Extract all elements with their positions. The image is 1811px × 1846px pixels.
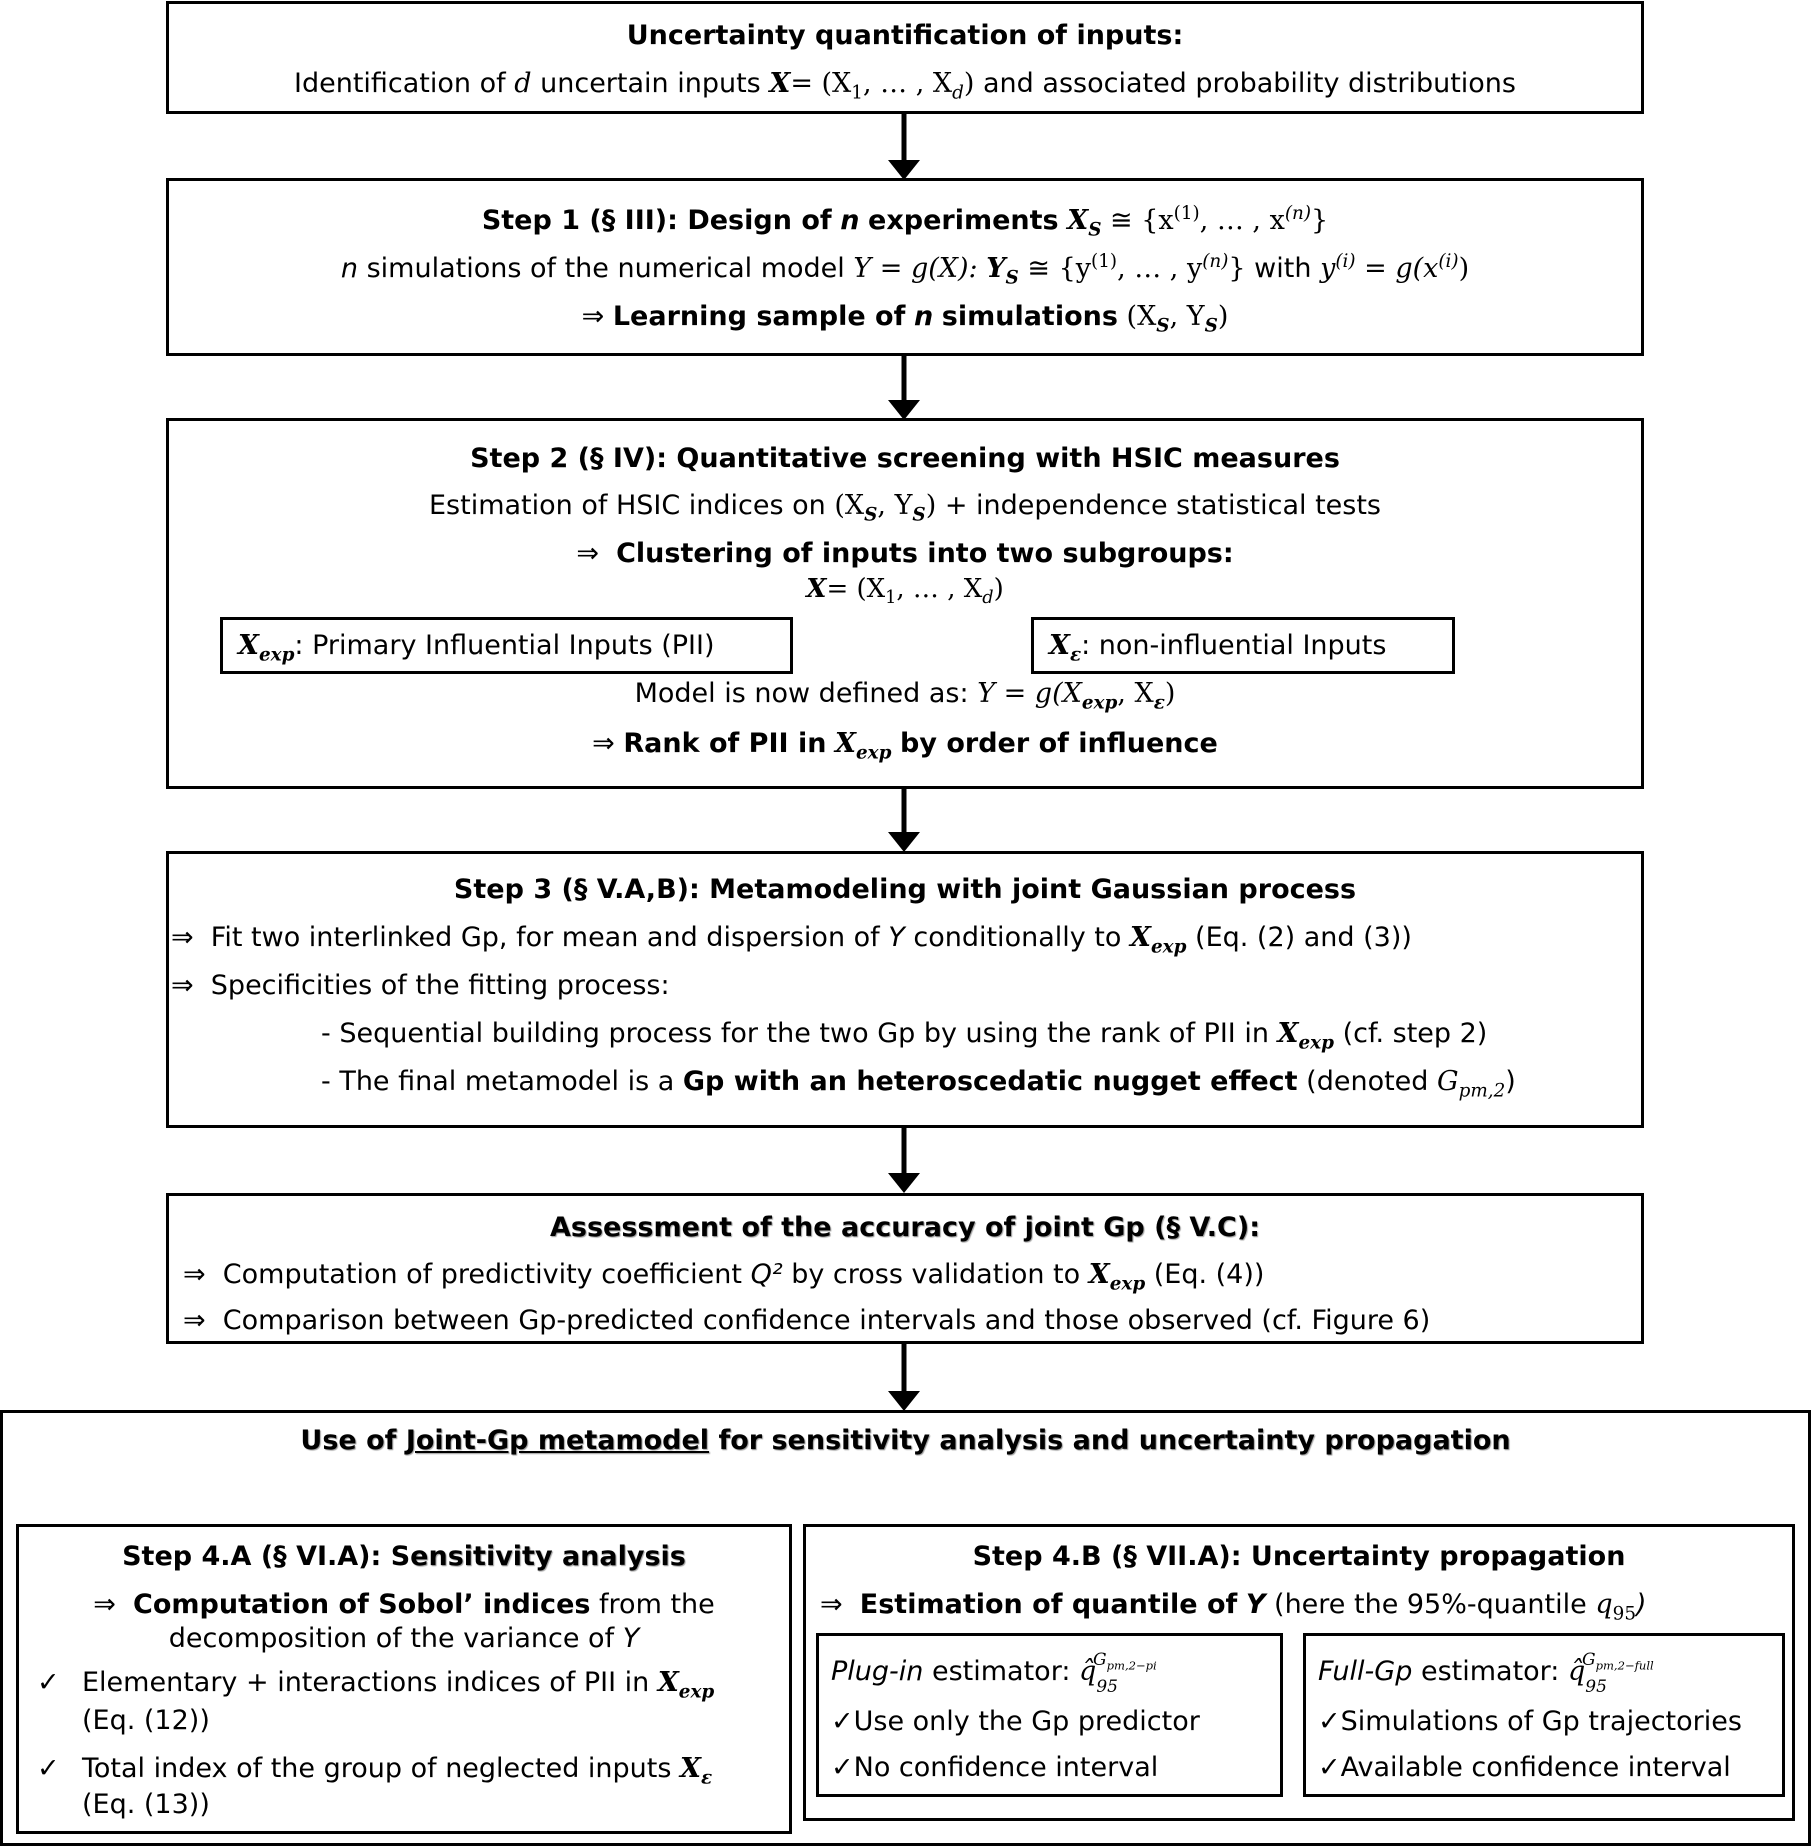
step4a-check2-ref: (Eq. (13)) <box>82 1789 210 1820</box>
step4b-box <box>803 1524 1795 1821</box>
fullgp-check2: ✓Available confidence interval <box>1318 1752 1731 1783</box>
joint-gp-use-title: Use of Joint-Gp metamodel for sensitivity analysis and uncertainty propagation <box>300 1425 1511 1456</box>
box0-title: Uncertainty quantification of inputs: <box>626 20 1184 51</box>
step3-bullet2: ⇒ Specificities of the fitting process: <box>171 970 670 1001</box>
plugin-q-symbol: $q̂_{95}$ $G_{pm,2-pi}$ <box>1079 1650 1157 1697</box>
step2-line2: Estimation of HSIC indices on ($X_S$, $Y_S$) + independence statistical tests <box>428 490 1381 526</box>
step2-line6: Model is now defined as: $Y = g(X_{exp}$, $X_\varepsilon$) <box>634 678 1176 714</box>
step4a-box <box>16 1524 792 1834</box>
plugin-estimator-title: Plug-in estimator: $q̂_{95}$ $G_{pm,2-pi}$ <box>831 1650 1157 1697</box>
step2-line3: ⇒ Clustering of inputs into two subgroups: <box>576 538 1234 569</box>
arrow-assess-use <box>888 1343 920 1411</box>
arrow-step2-step3 <box>888 788 920 852</box>
step4a-title: Step 4.A (§ VI.A): Sensitivity analysis <box>122 1541 686 1572</box>
step4b-title: Step 4.B (§ VII.A): Uncertainty propagation <box>972 1541 1626 1572</box>
step3-sub2: - The final metamodel is a Gp with an heteroscedatic nugget effect (denoted $G_{pm,2}$) <box>321 1066 1516 1102</box>
step2-title: Step 2 (§ IV): Quantitative screening with HSIC measures <box>470 443 1340 474</box>
step3-box <box>166 851 1644 1128</box>
plugin-check2: ✓No confidence interval <box>831 1752 1159 1783</box>
step4a-check1-ref: (Eq. (12)) <box>82 1705 210 1736</box>
step4a-line2: decomposition of the variance of Y <box>168 1623 640 1654</box>
box0-line: Identification of d uncertain inputs $X= (X_1$, … , $X_d$) and associated probability distributions <box>294 68 1516 104</box>
non-influential-label: $X_\varepsilon$: non-influential Inputs <box>1049 630 1387 666</box>
assessment-bullet1: ⇒ Computation of predictivity coefficient Q² by cross validation to $X_{exp}$ (Eq. (4)) <box>183 1259 1265 1295</box>
pii-box <box>220 617 793 674</box>
pii-label: $X_{exp}$: Primary Influential Inputs (PII) <box>238 630 715 666</box>
plugin-check1: ✓Use only the Gp predictor <box>831 1706 1200 1737</box>
arrow-box0-step1 <box>888 113 920 180</box>
step4a-line1: ⇒ Computation of Sobol’ indices from the <box>93 1589 715 1620</box>
uncertainty-quantification-box <box>166 1 1644 114</box>
step4b-line1: ⇒ Estimation of quantile of Y (here the 95%-quantile $q_{95}$) <box>820 1589 1647 1625</box>
fullgp-estimator-title: Full-Gp estimator: $q̂_{95}$ $G_{pm,2-full}$ <box>1318 1650 1654 1697</box>
step1-box <box>166 178 1644 356</box>
step2-x-definition: $X= (X_1$, … , $X_d$) <box>806 574 1004 609</box>
step2-box <box>166 418 1644 789</box>
step1-line2: n simulations of the numerical model Y = g(X): $Y_S$ ≅ {$y^{(1)}$, … , $y^{(n)}$} with $y^{(i)} = g(x^{(i)})$ <box>340 251 1470 289</box>
step4a-check1-mark: ✓ <box>37 1667 60 1698</box>
assessment-box <box>166 1193 1644 1344</box>
arrow-step3-assess <box>888 1127 920 1193</box>
fullgp-estimator-box <box>1303 1633 1785 1797</box>
step1-title: Step 1 (§ III): Design of n experiments $X_S$ ≅ {$x^{(1)}$, … , $x^{(n)}$} <box>481 203 1329 241</box>
arrow-step1-step2 <box>888 355 920 420</box>
fullgp-check1: ✓Simulations of Gp trajectories <box>1318 1706 1742 1737</box>
assessment-bullet2: ⇒ Comparison between Gp-predicted confidence intervals and those observed (cf. Figure 6) <box>183 1305 1431 1336</box>
step3-bullet1: ⇒ Fit two interlinked Gp, for mean and dispersion of Y conditionally to $X_{exp}$ (Eq. (2) and (3)) <box>171 922 1412 958</box>
step4a-check2-mark: ✓ <box>37 1753 60 1784</box>
assessment-title: Assessment of the accuracy of joint Gp (§ V.C): <box>549 1212 1261 1243</box>
non-influential-box <box>1031 617 1455 674</box>
step3-sub1: - Sequential building process for the two Gp by using the rank of PII in $X_{exp}$ (cf. step 2) <box>321 1018 1488 1054</box>
fullgp-q-symbol: $q̂_{95}$ $G_{pm,2-full}$ <box>1568 1650 1654 1697</box>
step1-line3: ⇒ Learning sample of n simulations ($X_S$, $Y_S$) <box>581 301 1229 337</box>
step2-line7: ⇒ Rank of PII in $X_{exp}$ by order of influence <box>592 728 1218 764</box>
step3-title: Step 3 (§ V.A,B): Metamodeling with joint Gaussian process <box>453 874 1357 905</box>
step4a-check2: Total index of the group of neglected inputs $X_\varepsilon$ <box>82 1753 713 1789</box>
step4a-check1: Elementary + interactions indices of PII in $X_{exp}$ <box>82 1667 715 1703</box>
plugin-estimator-box <box>816 1633 1283 1797</box>
